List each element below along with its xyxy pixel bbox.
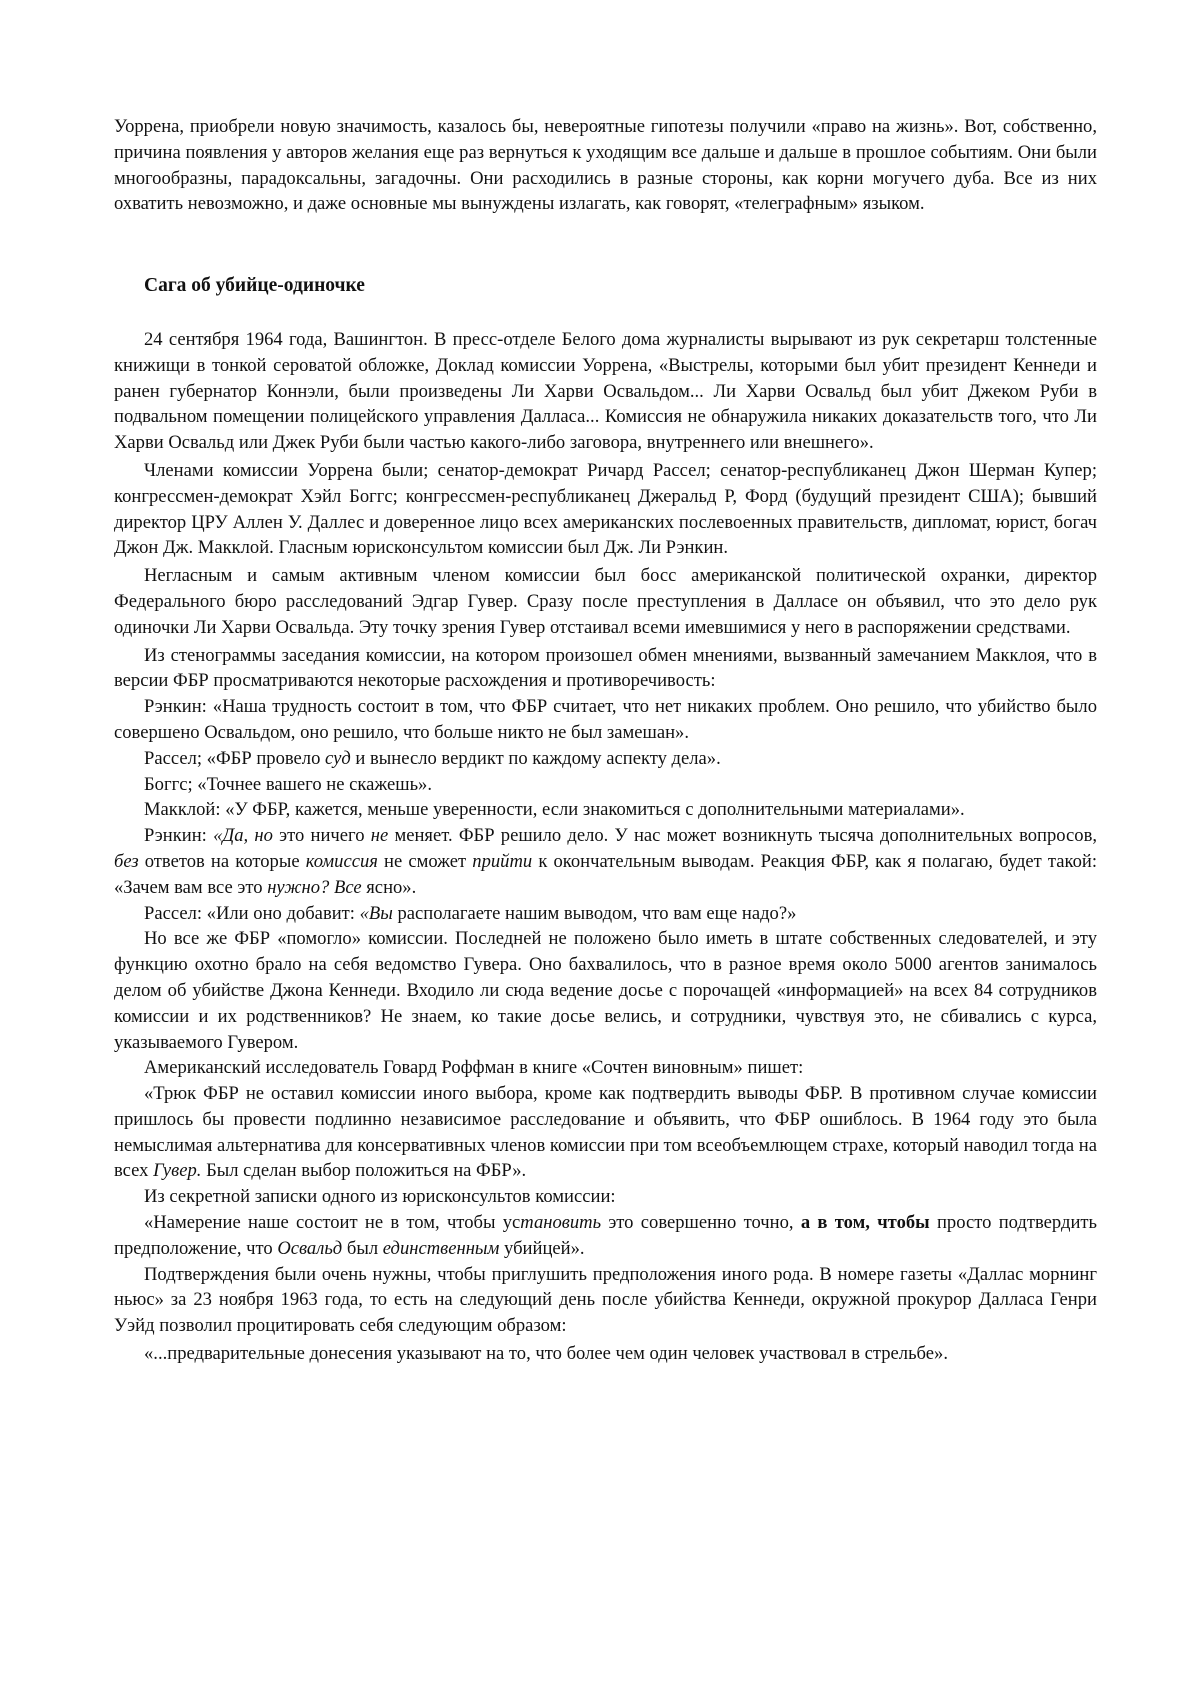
italic-run: единственным <box>382 1237 500 1259</box>
paragraph-mccloy: Макклой: «У ФБР, кажется, меньше уверенности, если знакомиться с дополнительными материалами». <box>144 799 965 821</box>
text-run: был <box>342 1237 383 1259</box>
italic-run: суд <box>325 747 351 769</box>
text-run: просто подтвердить предположение, что <box>114 1212 1097 1259</box>
text-run: «Намерение наше состоит не в том, чтобы ус <box>144 1212 521 1234</box>
text-run: меняет. ФБР решило дело. У нас может возникнуть тысяча дополнительных вопросов, <box>388 825 1098 847</box>
text-run: к окончательным выводам. Реакция ФБР, как я полагаю, будет такой: «Зачем вам все это <box>114 850 1098 898</box>
paragraph-hoover: Негласным и самым активным членом комиссии был босс американской политической охранки, директор Федерального бюро расследований Эдгар Гувер. Сразу после преступления в Далласе он объявил, что это дело рук одиночки Ли Харви Освальда. Эту точку зрения Гувер отстаивал всеми имевшимися у него в распоряжении средствами. <box>114 565 1097 638</box>
italic-run: Освальд <box>277 1237 343 1259</box>
text-run: убийцей». <box>499 1237 585 1259</box>
intro-paragraph: Уоррена, приобрели новую значимость, казалось бы, невероятные гипотезы получили «право на жизнь». Вот, собственно, причина появления у авторов желания еще раз вернуться к уходящим все дальше и дальше в прошлое событиям. Они были многообразны, парадоксальны, загадочны. Они расходились в разные стороны, как корни могучего дуба. Все из них охватить невозможно, и даже основные мы вынуждены излагать, как говорят, «телеграфным» языком. <box>114 116 1097 215</box>
italic-run: Гувер. <box>153 1160 202 1182</box>
text-run: Рэнкин: <box>144 825 214 847</box>
paragraph-roffman: Американский исследователь Говард Роффман в книге «Сочтен виновным» пишет: <box>144 1057 804 1079</box>
text-run: Рассел: «Или оно добавит: <box>144 902 360 924</box>
text-run: «Трюк ФБР не оставил комиссии иного выбора, кроме как подтвердить выводы ФБР. В противном случае комиссии пришлось бы провести подлинно независимое расследование и объявить, что ФБР ошиблось. В 1964 году это была немыслимая альтернатива для консервативных членов комиссии при том всеобъемлющем страхе, который наводил тогда на всех <box>114 1083 1097 1182</box>
text-run: и вынесло вердикт по каждому аспекту дела». <box>350 747 721 769</box>
italic-run: комиссия <box>305 850 378 872</box>
document-page <box>114 114 1097 1367</box>
paragraph-quote-intent <box>114 1210 1097 1262</box>
paragraph-quote-reports: «...предварительные донесения указывают на то, что более чем один человек участвовал в стрельбе». <box>144 1343 948 1365</box>
paragraph-boggs: Боггс; «Точнее вашего не скажешь». <box>144 773 432 795</box>
paragraph-rankin-2 <box>114 823 1097 900</box>
bold-run: а в том, чтобы <box>800 1212 930 1234</box>
italic-run: «Да, но <box>213 825 273 847</box>
text-run: ответов на которые <box>138 850 306 872</box>
text-run: располагаете нашим выводом, что вам еще надо?» <box>392 902 797 924</box>
paragraph-quote-trick <box>114 1081 1097 1184</box>
paragraph-transcript: Из стенограммы заседания комиссии, на котором произошел обмен мнениями, вызванный замечанием Макклоя, что в версии ФБР просматриваются некоторые расхождения и противоречивость: <box>114 644 1097 692</box>
italic-run: прийти <box>472 850 533 872</box>
text-run: это ничего <box>272 825 371 847</box>
paragraph-russell-1 <box>114 746 1097 772</box>
text-run: Рассел; «ФБР провело <box>144 747 326 769</box>
paragraph-secret-note: Из секретной записки одного из юрисконсультов комиссии: <box>144 1186 616 1208</box>
section-heading: Сага об убийце-одиночке <box>144 275 365 297</box>
italic-run: не <box>370 825 389 847</box>
paragraph-confirmations: Подтверждения были очень нужны, чтобы приглушить предположения иного рода. В номере газеты «Даллас морнинг ньюс» за 23 ноября 1963 года, то есть на следующий день после убийства Кеннеди, окружной прокурор Далласа Генри Уэйд позволил процитировать себя следующим образом: <box>114 1263 1097 1337</box>
italic-run: «Вы <box>359 902 393 924</box>
text-run: это совершенно точно, <box>601 1212 801 1234</box>
paragraph-russell-2 <box>114 901 1097 927</box>
italic-run: тановить <box>520 1212 602 1234</box>
text-run: ясно». <box>361 876 417 898</box>
paragraph-rankin-1: Рэнкин: «Наша трудность состоит в том, что ФБР считает, что нет никаких проблем. Оно решило, что убийство было совершено Освальдом, оно решило, что больше никто не был замешан». <box>114 696 1097 743</box>
paragraph-fbi-help: Но все же ФБР «помогло» комиссии. Последней не положено было иметь в штате собственных следователей, и эту функцию охотно брало на себя ведомство Гувера. Оно бахвалилось, что в разное время около 5000 агентов занималось делом об убийстве Джона Кеннеди. Входило ли сюда ведение досье с порочащей «информацией» на всех 84 сотрудников комиссии и их родственников? Не знаем, ко такие досье велись, и сотрудники, чувствуя это, не сбивались с курса, указываемого Гувером. <box>114 928 1097 1053</box>
text-run: не сможет <box>377 850 473 872</box>
text-run: Был сделан выбор положиться на ФБР». <box>201 1160 527 1182</box>
italic-run: нужно? Все <box>267 876 362 898</box>
italic-run: без <box>114 850 139 872</box>
paragraph-members: Членами комиссии Уоррена были; сенатор-демократ Ричард Рассел; сенатор-республиканец Джон Шерман Купер; конгрессмен-демократ Хэйл Боггс; конгрессмен-республиканец Джеральд Р, Форд (будущий президент США); бывший директор ЦРУ Аллен У. Даллес и доверенное лицо всех американских послевоенных правительств, дипломат, юрист, богач Джон Дж. Макклой. Гласным юрисконсультом комиссии был Дж. Ли Рэнкин. <box>114 459 1097 559</box>
paragraph-report: 24 сентября 1964 года, Вашингтон. В пресс-отделе Белого дома журналисты вырывают из рук секретарш толстенные книжищи в тонкой сероватой обложке, Доклад комиссии Уоррена, «Выстрелы, которыми был убит президент Кеннеди и ранен губернатор Коннэли, были произведены Ли Харви Освальдом... Ли Харви Освальд был убит Джеком Руби в подвальном помещении полицейского управления Далласа... Комиссия не обнаружила никаких доказательств того, что Ли Харви Освальд или Джек Руби были частью какого-либо заговора, внутреннего или внешнего». <box>114 328 1097 454</box>
